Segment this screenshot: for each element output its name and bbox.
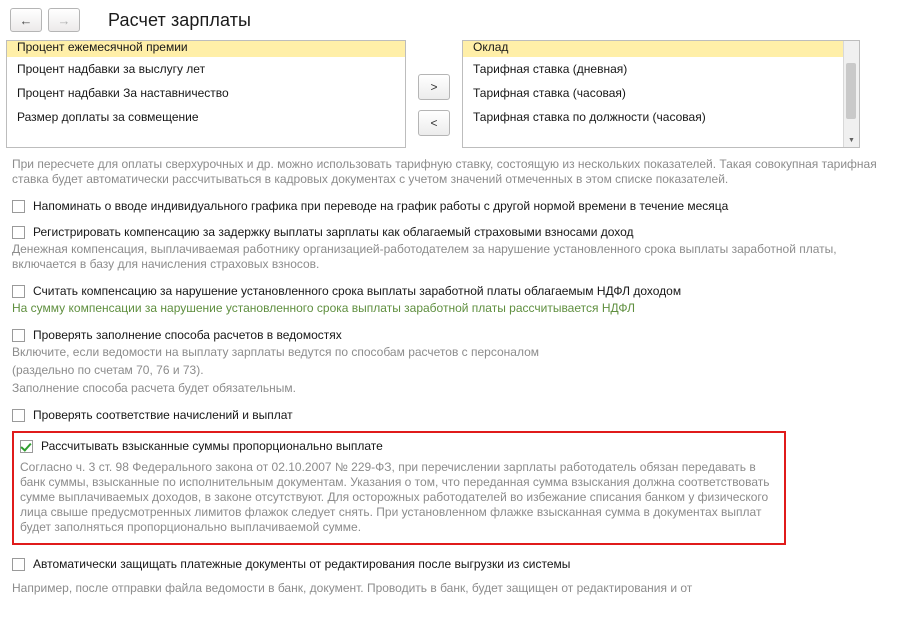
option-compensation-insurance-income[interactable] <box>12 225 904 239</box>
option-label: Считать компенсацию за нарушение установленного срока выплаты заработной платы облагаемым НДФЛ доходом <box>33 284 682 298</box>
arrow-right-icon: → <box>57 12 71 28</box>
option-compensation-ndfl-income[interactable] <box>12 284 904 298</box>
option-protect-payment-docs[interactable] <box>12 557 904 571</box>
list-item[interactable]: Тарифная ставка по должности (часовая) <box>473 110 706 124</box>
option-label: Проверять заполнение способа расчетов в ведомостях <box>33 328 342 342</box>
option-label: Рассчитывать взысканные суммы пропорционально выплате <box>41 439 383 453</box>
option-note-3: Заполнение способа расчета будет обязательным. <box>12 381 296 395</box>
option-check-accruals-payments-match[interactable] <box>12 408 904 422</box>
checkbox[interactable] <box>12 329 25 342</box>
arrow-left-icon: ← <box>19 12 33 28</box>
option-label: Регистрировать компенсацию за задержку выплаты зарплаты как облагаемый страховыми взносами доход <box>33 225 634 239</box>
forward-button[interactable] <box>48 8 80 32</box>
option-note: Например, после отправки файла ведомости в банк, документ. Проводить в банк, будет защищен от редактирования и от <box>12 581 693 595</box>
list-item[interactable]: Тарифная ставка (часовая) <box>473 86 626 100</box>
checkbox[interactable] <box>12 200 25 213</box>
checkbox[interactable] <box>20 440 33 453</box>
checkbox[interactable] <box>12 226 25 239</box>
highlighted-option-block <box>12 431 786 545</box>
move-right-button[interactable]: > <box>418 74 450 100</box>
option-note: Включите, если ведомости на выплату зарплаты ведутся по способам расчетов с персоналом <box>12 345 540 359</box>
transfer-buttons <box>418 74 450 146</box>
titlebar <box>0 0 912 40</box>
available-indicators-list[interactable] <box>6 40 406 148</box>
list-item[interactable]: Процент надбавки за выслугу лет <box>17 62 206 76</box>
move-left-button[interactable]: < <box>418 110 450 136</box>
option-note: Согласно ч. 3 ст. 98 Федерального закона от 02.10.2007 № 229-ФЗ, при перечислении зарплаты работодатель обязан передавать в банк суммы, взысканные по исполнительным документам. Указания о том, что переданная сумма взыскания должна соответствовать сумме выплачиваемых доходов, в законе отсутствуют. Для осторожных работодателей во избежание списания банком у физического лица свыше предусмотренных лимитов флажок следует снять. При установленном флажке взысканная сумма в документах выплат будет заполняться пропорционально выплачиваемой сумме. <box>20 460 770 534</box>
selected-indicators-list[interactable] <box>462 40 860 148</box>
back-button[interactable] <box>10 8 42 32</box>
list-item[interactable]: Процент надбавки За наставничество <box>17 86 229 100</box>
tariff-hint: При пересчете для оплаты сверхурочных и др. можно использовать тарифную ставку, состоящую из нескольких показателей. Такая совокупная тарифная ставка будет автоматически рассчитываться в кадровых документах с учетом значений отмеченных в этом списке показателей. <box>12 157 877 186</box>
list-scrollbar[interactable] <box>843 41 859 147</box>
list-item[interactable]: Оклад <box>463 41 859 57</box>
list-item[interactable]: Размер доплаты за совмещение <box>17 110 199 124</box>
option-note: Денежная компенсация, выплачиваемая работнику организацией-работодателем за нарушение установленного срока выплаты заработной платы, включается в базу для начисления страховых взносов. <box>12 242 837 271</box>
indicator-transfer-area <box>0 40 912 148</box>
page-title: Расчет зарплаты <box>108 9 252 30</box>
list-item[interactable]: Процент ежемесячной премии <box>7 41 405 57</box>
option-individual-schedule-reminder[interactable] <box>12 199 904 213</box>
checkbox[interactable] <box>12 409 25 422</box>
option-proportional-recovery[interactable] <box>20 439 776 453</box>
scrollbar-thumb[interactable] <box>846 63 856 119</box>
checkbox[interactable] <box>12 558 25 571</box>
option-label: Проверять соответствие начислений и выплат <box>33 408 293 422</box>
option-note-green: На сумму компенсации за нарушение установленного срока выплаты заработной платы рассчитывается НДФЛ <box>12 301 635 315</box>
checkbox[interactable] <box>12 285 25 298</box>
option-label: Напоминать о вводе индивидуального графика при переводе на график работы с другой нормой времени в течение месяца <box>33 199 729 213</box>
option-note-2: (раздельно по счетам 70, 76 и 73). <box>12 363 204 377</box>
option-check-settlement-method[interactable] <box>12 328 904 342</box>
scroll-down-icon[interactable]: ▼ <box>848 136 855 144</box>
list-item[interactable]: Тарифная ставка (дневная) <box>473 62 628 76</box>
option-label: Автоматически защищать платежные документы от редактирования после выгрузки из системы <box>33 557 571 571</box>
